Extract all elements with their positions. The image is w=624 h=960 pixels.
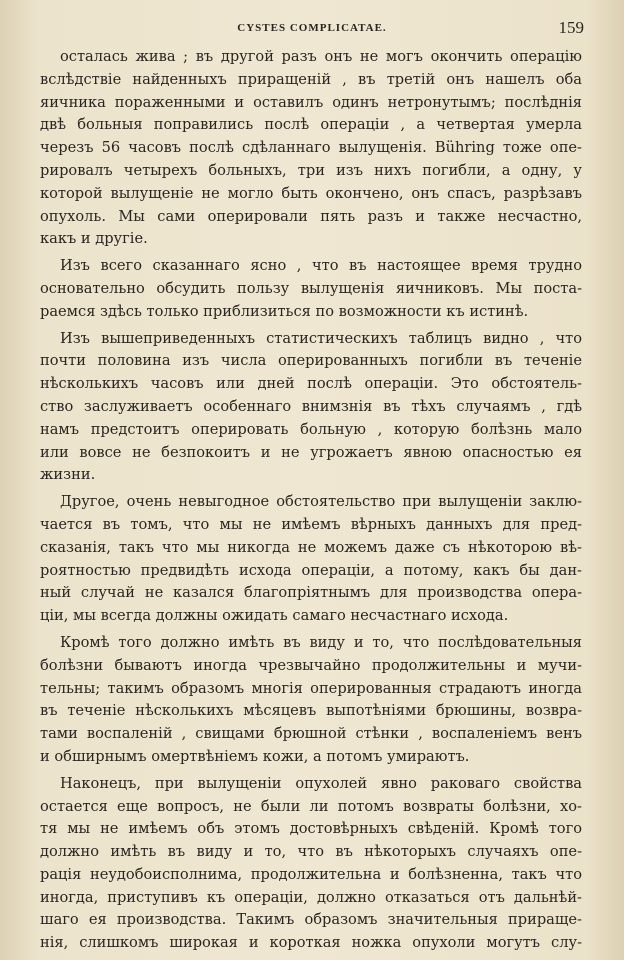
text-line: осталась жива ; въ другой разъ онъ не могъ окончить операцію bbox=[60, 48, 582, 65]
page-number: 159 bbox=[558, 18, 584, 37]
text-line: ный случай не казался благопріятнымъ для производства опера- bbox=[40, 584, 582, 602]
text-line: опухоль. Мы сами оперировали пять разъ и также несчастно, bbox=[40, 207, 582, 225]
text-line: въ теченіе нѣсколькихъ мѣсяцевъ выпотѣніями брюшины, возвра- bbox=[40, 702, 582, 720]
text-line: черезъ 56 часовъ послѣ сдѣланнаго вылущенія. Bührіng тоже опе- bbox=[40, 139, 582, 157]
text-line: которой вылущеніе не могло быть окончено, онъ спасъ, разрѣзавъ bbox=[40, 184, 582, 202]
text-line: рировалъ четырехъ больныхъ, три изъ нихъ погибли, а одну, у bbox=[40, 161, 582, 179]
paragraph bbox=[40, 773, 582, 955]
paragraph bbox=[40, 46, 582, 251]
text-line: Кромѣ того должно имѣть въ виду и то, что послѣдовательныя bbox=[60, 633, 582, 651]
text-line: рація неудобоисполнима, продолжительна и болѣзненна, такъ что bbox=[40, 865, 582, 883]
text-line: должно имѣть въ виду и то, что въ нѣкоторыхъ случаяхъ опе- bbox=[40, 843, 582, 861]
running-title: CYSTES COMPLICATAE. bbox=[237, 22, 387, 34]
text-line: вслѣдствіе найденныхъ приращеній , въ третій онъ нашелъ оба bbox=[40, 70, 582, 88]
body-text bbox=[40, 46, 582, 959]
paragraph bbox=[40, 632, 582, 769]
paragraph bbox=[40, 255, 582, 323]
paragraph bbox=[40, 328, 582, 488]
text-line: роятностью предвидѣть исхода операціи, а потому, какъ бы дан- bbox=[40, 561, 582, 579]
text-line: жизни. bbox=[40, 466, 96, 484]
text-line: почти половина изъ числа оперированныхъ погибли въ теченіе bbox=[40, 352, 582, 370]
text-line: намъ предстоитъ оперировать больную , которую болѣзнь мало bbox=[40, 420, 582, 438]
text-line: тельны; такимъ образомъ многія оперированныя страдаютъ иногда bbox=[40, 679, 582, 697]
text-line: тами воспаленій , свищами брюшной стѣнки , воспаленіемъ венъ bbox=[40, 725, 582, 743]
text-line: Изъ вышеприведенныхъ статистическихъ таблицъ видно , что bbox=[60, 329, 582, 347]
text-line: ство заслуживаетъ особеннаго внимзнія въ тѣхъ случаямъ , гдѣ bbox=[40, 397, 582, 415]
text-line: сказанія, такъ что мы никогда не можемъ даже съ нѣкоторою вѣ- bbox=[40, 538, 582, 556]
text-line: шаго ея производства. Такимъ образомъ значительныя прираще- bbox=[40, 911, 582, 929]
text-line: тя мы не имѣемъ объ этомъ достовѣрныхъ свѣденій. Кромѣ того bbox=[40, 820, 582, 838]
text-line: ціи, мы всегда должны ожидать самаго несчастнаго исхода. bbox=[40, 607, 509, 625]
text-line: остается еще вопросъ, не были ли потомъ возвраты болѣзни, хо- bbox=[40, 797, 582, 815]
text-line: двѣ больныя поправились послѣ операціи , а четвертая умерла bbox=[40, 116, 582, 134]
text-line: болѣзни бываютъ иногда чрезвычайно продолжительны и мучи- bbox=[40, 656, 582, 674]
text-line: чается въ томъ, что мы не имѣемъ вѣрныхъ данныхъ для пред- bbox=[40, 515, 582, 533]
text-line: нѣсколькихъ часовъ или дней послѣ операціи. Это обстоятель- bbox=[40, 375, 582, 393]
text-line: нія, слишкомъ широкая и короткая ножка опухоли могутъ слу- bbox=[40, 934, 582, 952]
text-line: и обширнымъ омертвѣніемъ кожи, а потомъ умираютъ. bbox=[40, 747, 470, 765]
text-line: Изъ всего сказаннаго ясно , что въ настоящее время трудно bbox=[60, 257, 582, 275]
text-line: какъ и другіе. bbox=[40, 230, 148, 248]
text-line: яичника пораженными и оставилъ одинъ нетронутымъ; послѣднія bbox=[40, 93, 582, 111]
text-line: иногда, приступивъ къ операціи, должно отказаться отъ дальнѣй- bbox=[40, 888, 582, 906]
text-line: раемся здѣсь только приблизиться по возможности къ истинѣ. bbox=[40, 302, 529, 320]
text-line: Наконецъ, при вылущеніи опухолей явно раковаго свойства bbox=[60, 774, 582, 792]
page-header bbox=[40, 18, 584, 42]
text-line: или вовсе не безпокоитъ и не угрожаетъ явною опасностью ея bbox=[40, 443, 582, 461]
text-line: основательно обсудить пользу вылущенія яичниковъ. Мы поста- bbox=[40, 279, 582, 297]
text-line: Другое, очень невыгодное обстоятельство при вылущеніи заклю- bbox=[60, 493, 582, 511]
paragraph bbox=[40, 491, 582, 628]
